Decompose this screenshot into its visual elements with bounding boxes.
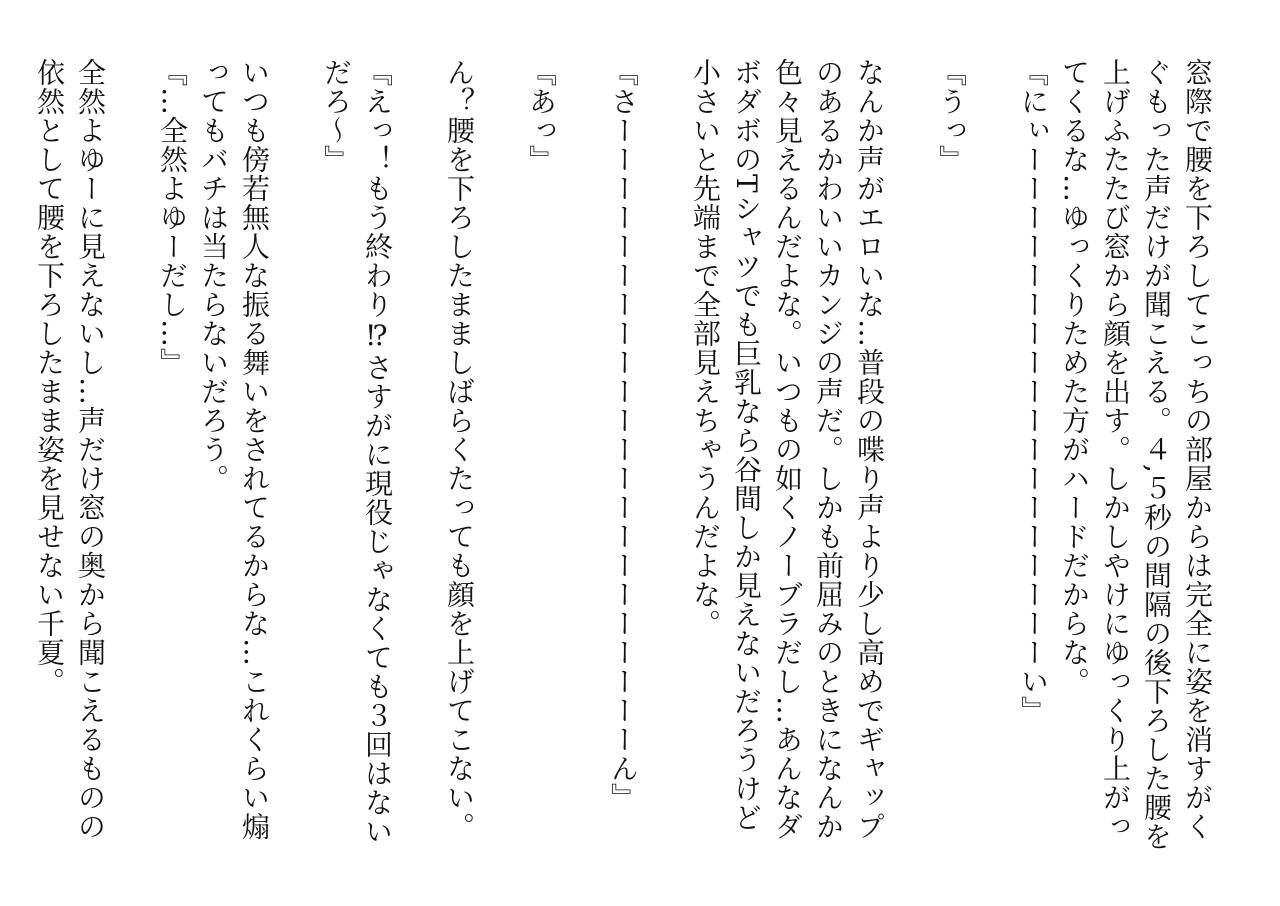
- paragraph: いつも傍若無人な振る舞いをされてるからな…これくらい煽ってもバチは当たらないだろう。: [197, 58, 271, 841]
- paragraph: 『えっ！もう終わり⁉さすがに現役じゃなくても３回はないだろ～』: [320, 58, 394, 846]
- paragraph: ん？腰を下ろしたまましばらくたっても顔を上げてこない。: [443, 58, 476, 841]
- paragraph: なんか声がエロいな…普段の喋り声より少し高めでギャップのあるかわいいカンジの声だ。しかも前屈みのときになんか色々見えるんだよな。いつもの如くノーブラだし…あんなダボダボのTシャツでも巨乳なら谷間しか見えないだろうけど小さいと先端まで全部見えちゃうんだよな。: [689, 58, 886, 841]
- paragraph: 『さーーーーーーーーーーーーーーーーーーーーーーん』: [607, 58, 640, 812]
- paragraph: 窓際で腰を下ろしてこっちの部屋からは完全に姿を消すがくぐもった声だけが聞こえる。４,５秒の間隔の後下ろした腰を上げふたたび窓から顔を出す。しかしやけにゆっくり上がってくるな…ゆっくりためた方がハードだからな。: [1058, 58, 1214, 851]
- vertical-text-body: [0, 58, 1218, 858]
- paragraph: 『…全然よゆーだし…』: [156, 58, 189, 377]
- paragraph: 『うっ』: [935, 58, 968, 174]
- paragraph: 『あっ』: [525, 58, 558, 174]
- paragraph: 全然よゆーに見えないし…声だけ窓の奥から聞こえるものの依然として腰を下ろしたまま姿を見せない千夏。: [33, 58, 107, 841]
- paragraph: 『にぃーーーーーーーーーーーーーーーーーーい』: [1017, 58, 1050, 725]
